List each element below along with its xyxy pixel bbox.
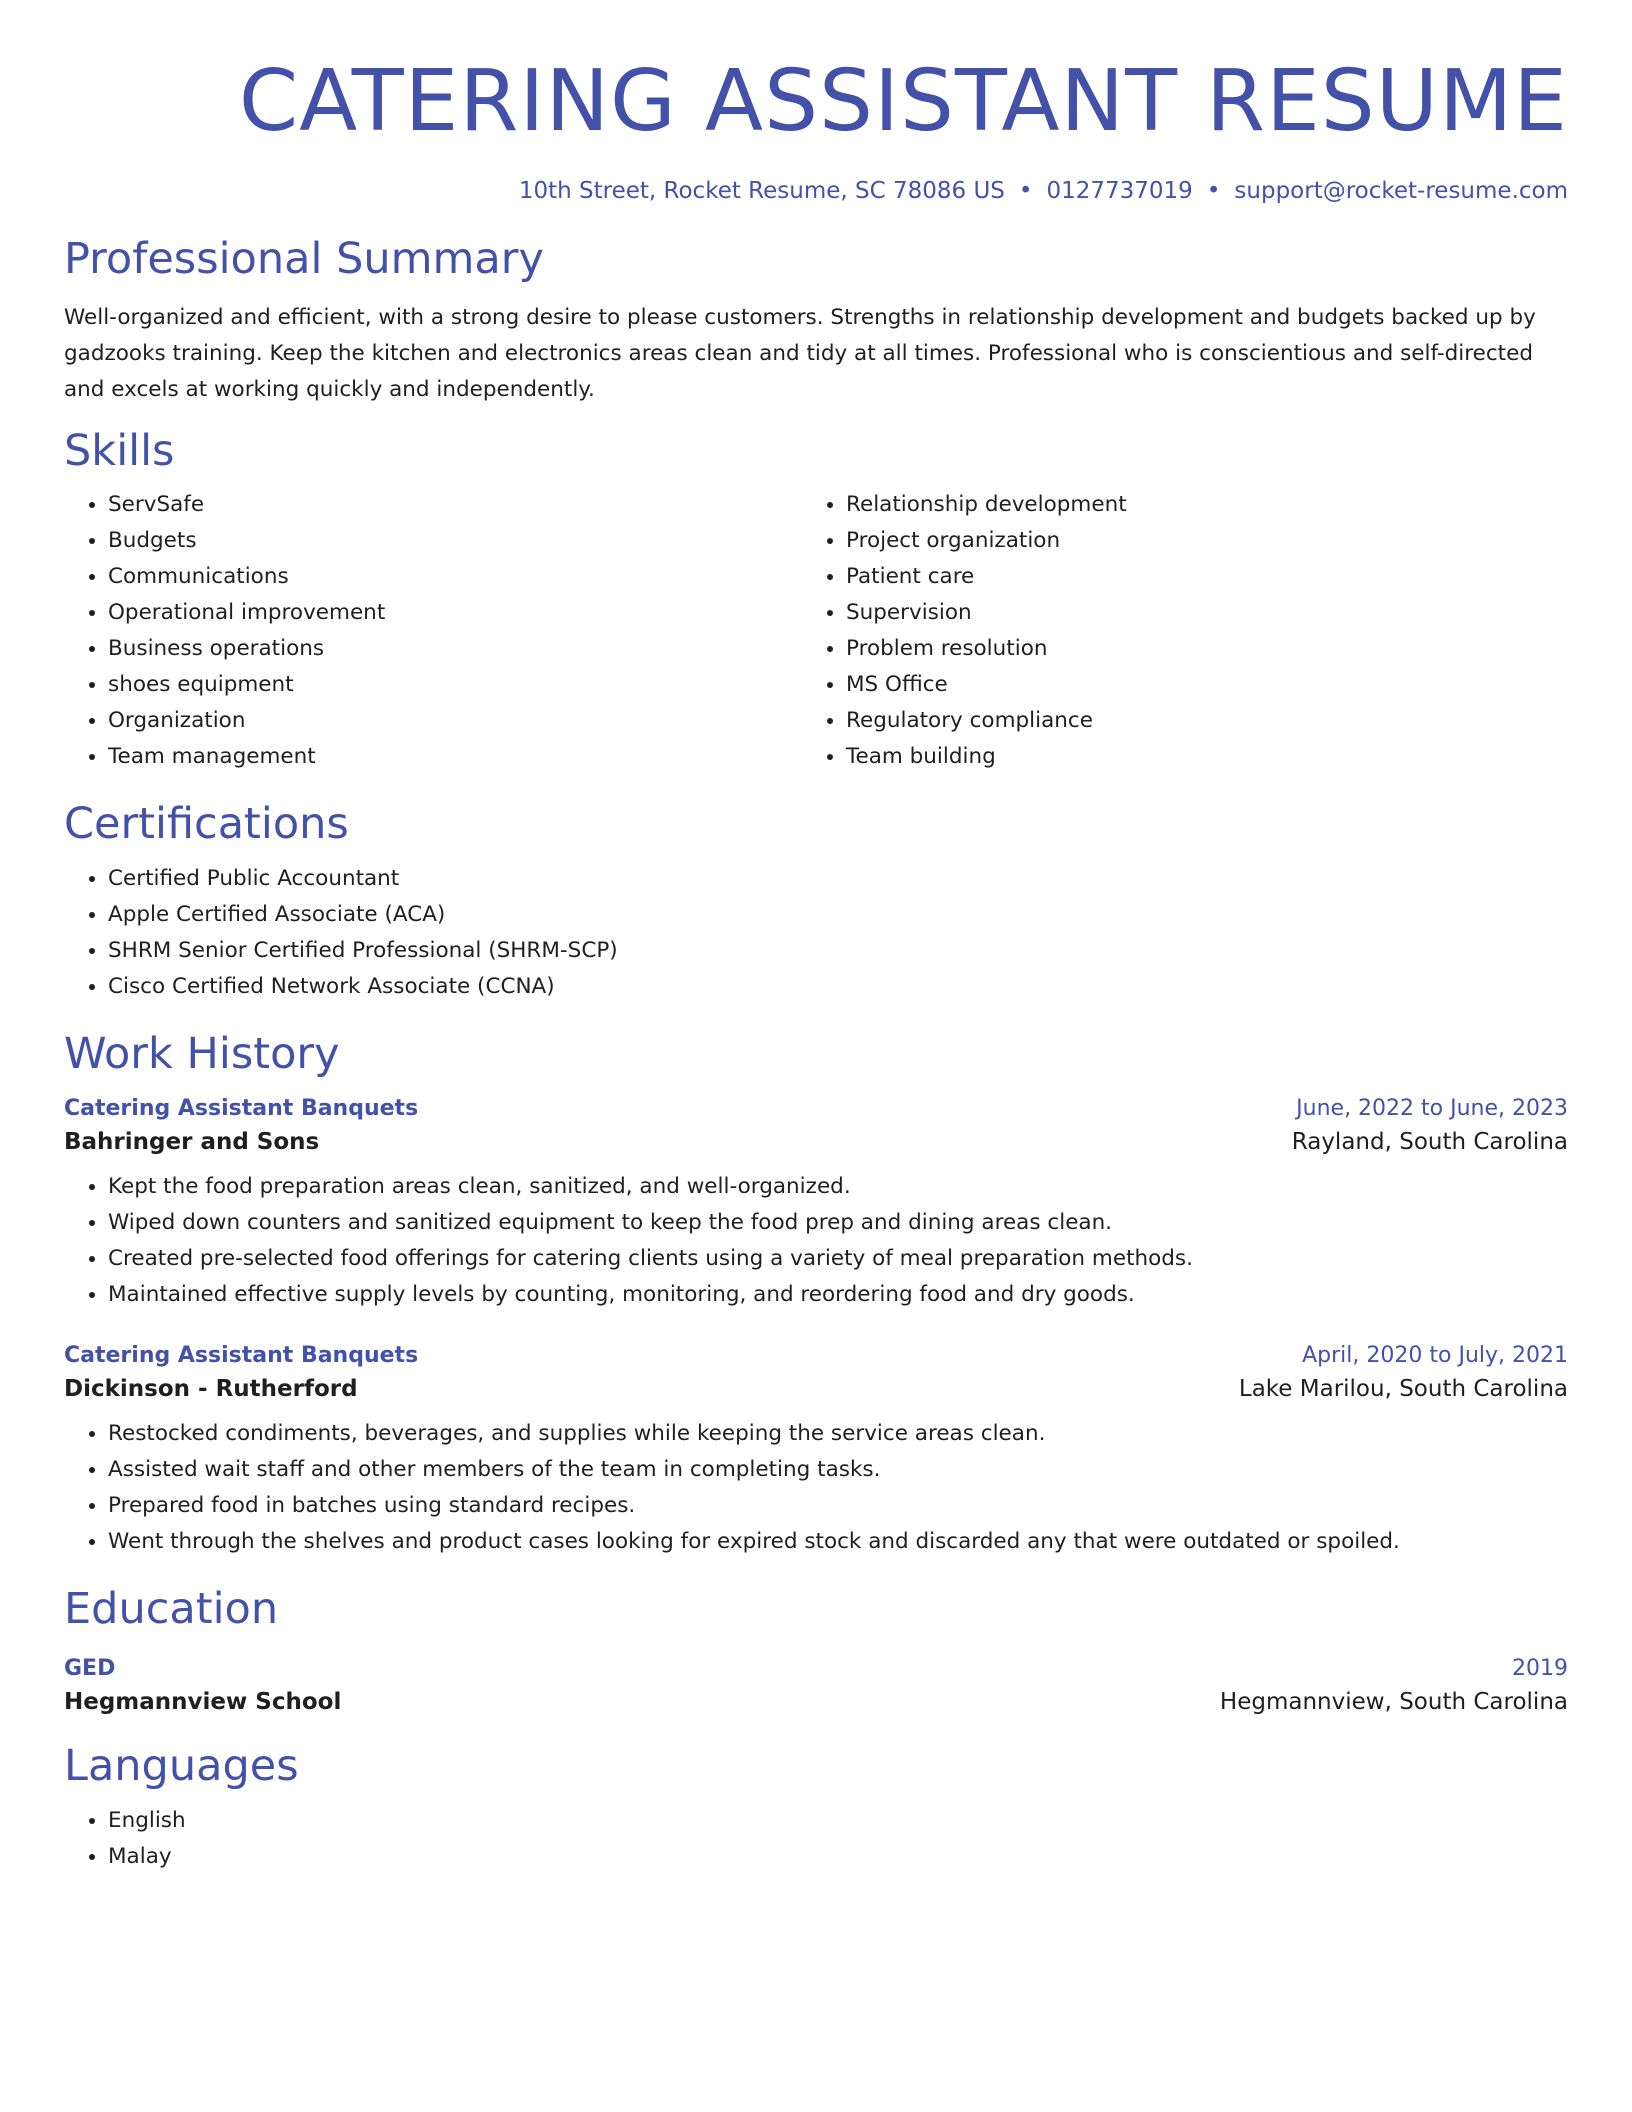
job-bullet: • Maintained effective supply levels by counting, monitoring, and reordering food and dry goods.	[108, 1277, 1568, 1313]
skills-left-list	[64, 487, 802, 775]
contact-line	[64, 178, 1568, 204]
job-bullet: • Prepared food in batches using standard recipes.	[108, 1488, 1568, 1524]
education-school: Hegmannview School	[64, 1688, 342, 1715]
skill-item: • Project organization	[846, 523, 1568, 559]
certification-item: • Cisco Certified Network Associate (CCNA)	[108, 969, 1568, 1005]
education-heading: Education	[64, 1584, 279, 1635]
contact-phone: 0127737019	[1046, 178, 1193, 204]
certification-item: • Apple Certified Associate (ACA)	[108, 897, 1568, 933]
job-bullets	[64, 1169, 1568, 1313]
summary-section	[64, 234, 1568, 408]
contact-address: 10th Street, Rocket Resume, SC 78086 US	[518, 178, 1005, 204]
skill-item: • ServSafe	[108, 487, 802, 523]
skills-grid	[64, 487, 1568, 775]
skill-item: • Supervision	[846, 595, 1568, 631]
job-entry	[64, 1096, 1568, 1313]
skill-item: • Operational improvement	[108, 595, 802, 631]
skill-item: • Team building	[846, 739, 1568, 775]
languages-list	[64, 1803, 1568, 1875]
job-title: Catering Assistant Banquets	[64, 1096, 419, 1122]
education-year: 2019	[1512, 1655, 1568, 1681]
language-item: • Malay	[108, 1839, 1568, 1875]
separator-dot: •	[1206, 178, 1221, 204]
languages-heading: Languages	[64, 1740, 299, 1791]
education-entry	[64, 1656, 1568, 1715]
job-dates: June, 2022 to June, 2023	[1296, 1096, 1568, 1122]
resume-title: CATERING ASSISTANT RESUME	[238, 52, 1568, 151]
job-location: Rayland, South Carolina	[1291, 1129, 1568, 1156]
contact-email[interactable]: support@rocket-resume.com	[1234, 178, 1568, 204]
separator-dot: •	[1018, 178, 1033, 204]
skill-item: • shoes equipment	[108, 667, 802, 703]
skill-item: • Problem resolution	[846, 631, 1568, 667]
skill-item: • Organization	[108, 703, 802, 739]
certifications-list	[64, 861, 1568, 1005]
education-section	[64, 1584, 1568, 1715]
certification-item: • Certified Public Accountant	[108, 861, 1568, 897]
summary-heading: Professional Summary	[64, 234, 544, 284]
skill-item: • Communications	[108, 559, 802, 595]
skill-item: • Patient care	[846, 559, 1568, 595]
job-company: Bahringer and Sons	[64, 1129, 320, 1156]
summary-text: Well-organized and efficient, with a strong desire to please customers. Strengths in relationship development and budgets backed up by gadzooks training. Keep the kitchen and electronics areas clean and tidy at all times. Professional who is conscientious and self-directed and excels at working quickly and independently.	[64, 304, 1536, 402]
job-bullet: • Went through the shelves and product cases looking for expired stock and discarded any that were outdated or spoiled.	[108, 1524, 1568, 1560]
job-entry	[64, 1343, 1568, 1560]
job-bullet: • Wiped down counters and sanitized equipment to keep the food prep and dining areas clean.	[108, 1205, 1568, 1241]
certification-item: • SHRM Senior Certified Professional (SHRM-SCP)	[108, 933, 1568, 969]
job-title: Catering Assistant Banquets	[64, 1343, 419, 1369]
skill-item: • Team management	[108, 739, 802, 775]
work-section	[64, 1029, 1568, 1561]
job-bullet: • Restocked condiments, beverages, and supplies while keeping the service areas clean.	[108, 1416, 1568, 1452]
skill-item: • Business operations	[108, 631, 802, 667]
job-bullet: • Assisted wait staff and other members of the team in completing tasks.	[108, 1452, 1568, 1488]
job-bullet: • Created pre-selected food offerings for catering clients using a variety of meal preparation methods.	[108, 1241, 1568, 1277]
skill-item: • MS Office	[846, 667, 1568, 703]
job-location: Lake Marilou, South Carolina	[1238, 1376, 1568, 1403]
skills-heading: Skills	[64, 425, 175, 476]
job-company: Dickinson - Rutherford	[64, 1376, 358, 1403]
skill-item: • Budgets	[108, 523, 802, 559]
skill-item: • Regulatory compliance	[846, 703, 1568, 739]
certifications-section	[64, 799, 1568, 1005]
work-heading: Work History	[64, 1028, 340, 1079]
certifications-heading: Certifications	[64, 799, 349, 850]
skills-right-list	[802, 487, 1568, 775]
skill-item: • Relationship development	[846, 487, 1568, 523]
education-degree: GED	[64, 1655, 116, 1681]
education-location: Hegmannview, South Carolina	[1219, 1688, 1568, 1715]
skills-section	[64, 426, 1568, 776]
language-item: • English	[108, 1803, 1568, 1839]
languages-section	[64, 1741, 1568, 1875]
job-dates: April, 2020 to July, 2021	[1302, 1343, 1568, 1369]
job-bullets	[64, 1416, 1568, 1560]
job-bullet: • Kept the food preparation areas clean, sanitized, and well-organized.	[108, 1169, 1568, 1205]
